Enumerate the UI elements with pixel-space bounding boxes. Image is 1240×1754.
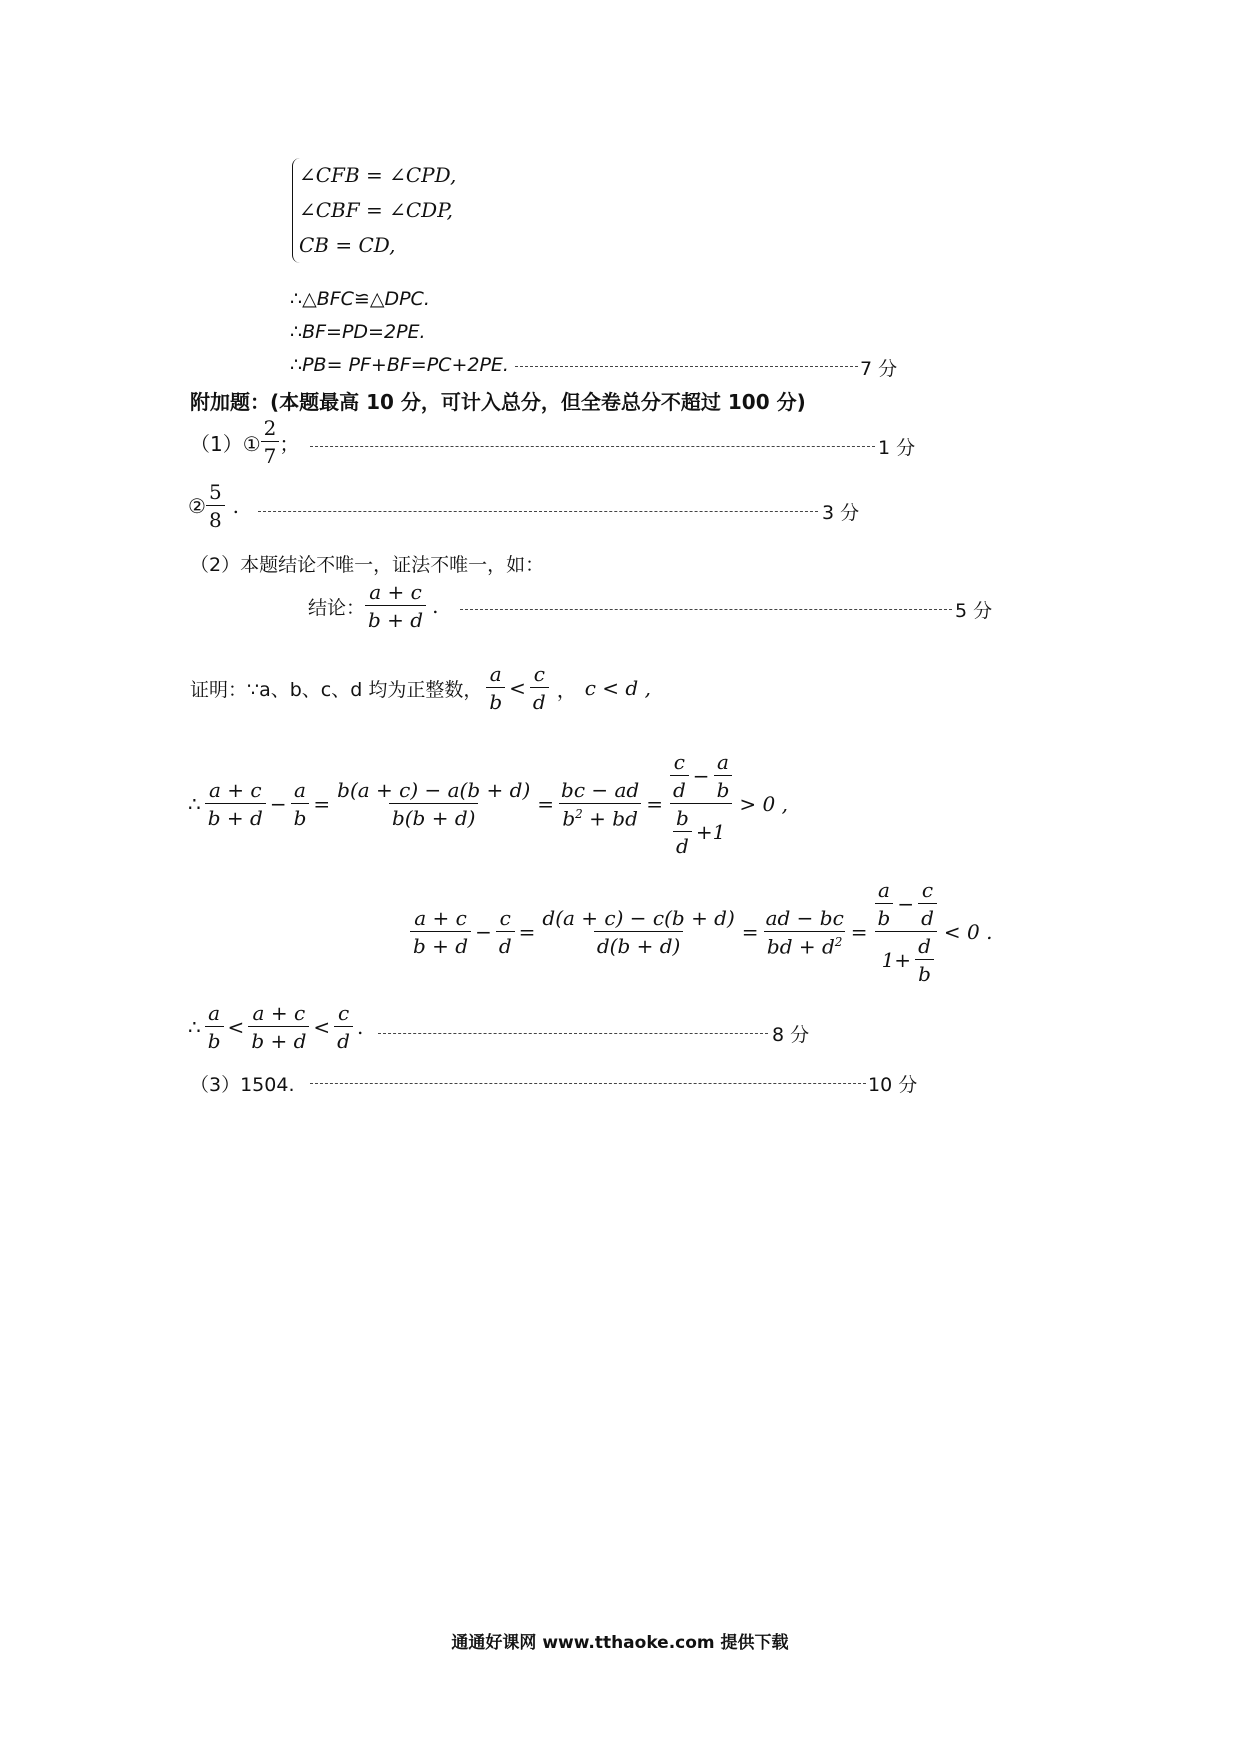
bonus-heading: 附加题：(本题最高 10 分，可计入总分，但全卷总分不超过 100 分) [190, 390, 806, 414]
congruent-statement: ∴△BFC≌△DPC. [290, 288, 430, 310]
part1-sub2-suffix: . [232, 494, 240, 518]
part1-label: （1）① [190, 431, 261, 456]
bf-equation: ∴BF=PD=2PE. [290, 321, 426, 343]
final-inequality: ∴ $\frac{a}{b}$ < $\frac{a + c}{b + d}$ < $\frac{c}{d}$ . [188, 1001, 364, 1053]
system-line-3: CB = CD, [299, 233, 396, 257]
part1-sub2-row [188, 482, 239, 530]
frac-num: 2 [263, 416, 277, 440]
part2-intro: （2）本题结论不唯一，证法不唯一，如： [190, 554, 545, 576]
conclusion-row: 结论： $\frac{a + c}{b + d}$ . [308, 580, 439, 632]
fraction-c-d [530, 664, 549, 712]
pb-equation: ∴PB= PF+BF=PC+2PE. [290, 354, 509, 376]
derivation-1: ∴ $\frac{a + c}{b + d}$ − $\frac{a}{b}$ = $\frac{b(a + c) - a(b + d)}{b(b + d)}$ = $\frac{bc - ad}{b^2 + bd}$ = $\frac{c}{d}$ − $\frac{a}{b}$ $\frac{b}{d}$ +1 > 0 , [188, 750, 788, 858]
part1-row [190, 418, 299, 466]
dash-leader [378, 1033, 768, 1034]
score-10: 10 分 [868, 1074, 918, 1096]
part1-suffix: ； [279, 431, 300, 456]
frac-num: c [533, 662, 545, 686]
dash-leader [460, 609, 952, 610]
dash-leader [258, 511, 818, 512]
score-3: 3 分 [822, 502, 860, 524]
proof-condition-row: 证明：∵a、b、c、d 均为正整数， $\frac{a}{b}$ < $\frac{c}{d}$ ， c < d , [190, 662, 651, 714]
score-8: 8 分 [772, 1024, 810, 1046]
system-line-2: ∠CBF = ∠CDP, [299, 198, 453, 222]
fraction-2-7 [261, 418, 280, 466]
fraction-5-8 [206, 482, 225, 530]
proof-prefix: 证明：∵a、b、c、d 均为正整数， [190, 678, 483, 701]
conclusion-label: 结论： [308, 596, 366, 619]
frac-num: a [489, 662, 502, 686]
part3-answer: （3）1504. [190, 1074, 295, 1096]
system-line-1: ∠CFB = ∠CPD, [299, 163, 457, 187]
derivation-2: $\frac{a + c}{b + d}$ − $\frac{c}{d}$ = $\frac{d(a + c) - c(b + d)}{d(b + d)}$ = $\frac{ad - bc}{bd + d^2}$ = $\frac{a}{b}$ − $\frac{c}{d}$ 1+ $\frac{d}{b}$ < 0 . [410, 880, 996, 984]
frac-den: 7 [261, 441, 280, 466]
dash-leader [310, 446, 875, 447]
conclusion-fraction [365, 582, 426, 630]
dash-leader [310, 1083, 866, 1084]
frac-den: b + d [365, 605, 426, 630]
frac-den: 8 [206, 505, 225, 530]
condition-c-lt-d: c < d , [584, 676, 651, 700]
score-7: 7 分 [860, 358, 898, 380]
part1-sub2-label: ② [188, 494, 206, 518]
fraction-a-b [486, 664, 505, 712]
score-5: 5 分 [955, 600, 993, 622]
frac-den: d [530, 687, 549, 712]
equation-system [292, 158, 456, 263]
score-1: 1 分 [878, 437, 916, 459]
frac-num: 5 [208, 480, 222, 504]
frac-den: b [486, 687, 505, 712]
frac-num: a + c [369, 580, 422, 604]
dash-leader [515, 366, 858, 367]
footer-text: 通通好课网 www.tthaoke.com 提供下载 [451, 1633, 789, 1653]
